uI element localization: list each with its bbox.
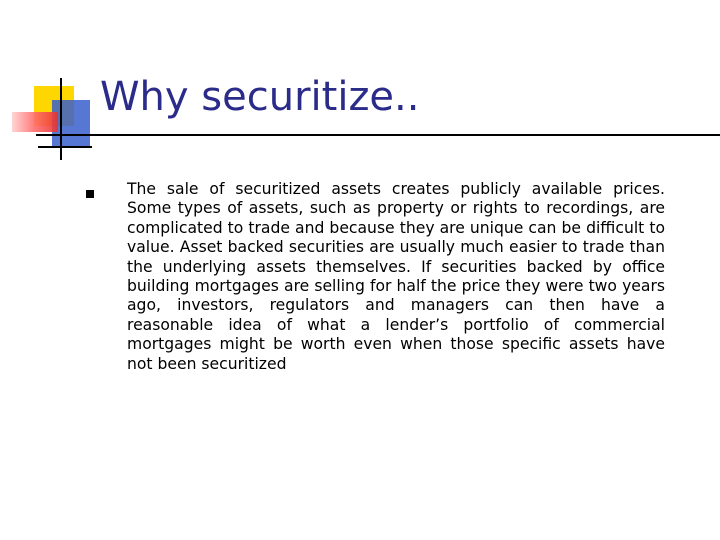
slide-decoration-graphic bbox=[0, 0, 110, 170]
bullet-square-icon bbox=[86, 190, 94, 198]
title-divider bbox=[36, 134, 720, 136]
slide-title: Why securitize.. bbox=[100, 74, 420, 120]
bullet-text: The sale of securitized assets creates publicly available prices. Some types of assets, such as property or rights to recordings, are complicated to trade and because they are unique can be difficult to value. Asset backed securities are usually much easier to trade than the underlying assets themselves. If securities backed by office building mortgages are selling for half the price they were two years ago, investors, regulators and managers can then have a reasonable idea of what a lender’s portfolio of commercial mortgages might be worth even when those specific assets have not been securitized bbox=[127, 180, 665, 373]
